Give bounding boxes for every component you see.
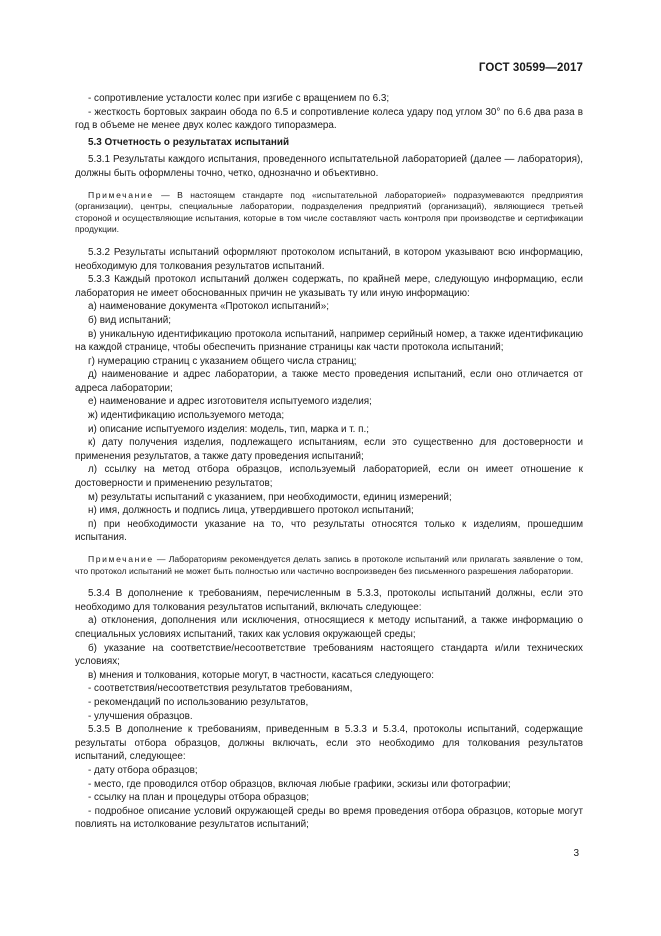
list-item: - подробное описание условий окружающей среды во время проведения отбора образцов, которые могут повлиять на истолкование результатов испытаний; <box>75 805 583 831</box>
paragraph-5-3-1: 5.3.1 Результаты каждого испытания, проведенного испытательной лабораторией (далее — лаборатория), должны быть оформлены точно, четко, однозначно и объективно. <box>75 154 583 179</box>
paragraph-5-3-5: 5.3.5 В дополнение к требованиям, приведенным в 5.3.3 и 5.3.4, протоколы испытаний, содержащие результаты отбора образцов, должны включать, если это необходимо для толкования результатов испытаний, следующее: <box>75 724 583 763</box>
list-item: - улучшения образцов. <box>88 710 193 722</box>
list-item: н) имя, должность и подпись лица, утвердившего протокол испытаний; <box>88 505 414 517</box>
list-item: м) результаты испытаний с указанием, при необходимости, единиц измерений; <box>88 491 452 503</box>
note-text: — В настоящем стандарте под «испытательной лабораторией» подразумеваются предприятия (организации), центры, специальные лаборатории, подразделения предприятий (организаций), являющиеся третьей стороной и осуществляющие испытания, которые в том числе составляют часть контроля при производстве и сертификации продукции. <box>75 189 583 235</box>
list-item: к) дату получения изделия, подлежащего испытаниям, если это существенно для достоверности и применения результатов, а также дату проведения испытаний; <box>75 437 583 462</box>
list-item: в) уникальную идентификацию протокола испытаний, например серийный номер, а также идентификацию на каждой странице, чтобы обеспечить признание страницы как части протокола испытаний; <box>75 328 583 354</box>
list-item: п) при необходимости указание на то, что результаты относятся только к изделиям, прошедшим испытания. <box>75 518 583 544</box>
list-item: - дату отбора образцов; <box>88 764 198 776</box>
list-item: л) ссылку на метод отбора образцов, используемый лабораторией, если он имеет отношение к достоверности и применению результатов; <box>75 464 583 490</box>
note-label: Примечание <box>88 189 154 200</box>
paragraph: - сопротивление усталости колес при изгибе с вращением по 6.3; <box>88 93 390 104</box>
list-item: г) нумерацию страниц с указанием общего числа страниц; <box>88 355 357 367</box>
note <box>75 190 583 236</box>
list-item: б) вид испытаний; <box>88 314 171 326</box>
note-label: Примечание <box>88 554 154 564</box>
list-item: - соответствия/несоответствия результатов требованиям, <box>88 683 353 695</box>
list-item: в) мнения и толкования, которые могут, в частности, касаться следующего: <box>88 669 434 681</box>
list-item: а) отклонения, дополнения или исключения, относящиеся к методу испытаний, а также информацию о специальных условиях испытаний, таких как условия окружающей среды; <box>75 615 583 640</box>
document-code: ГОСТ 30599—2017 <box>478 62 583 74</box>
paragraph-5-3-3: 5.3.3 Каждый протокол испытаний должен содержать, по крайней мере, следующую информацию, если лаборатория не имеет обоснованных причин не указывать ту или иную информацию: <box>75 274 583 299</box>
list-item: е) наименование и адрес изготовителя испытуемого изделия; <box>88 396 372 408</box>
list-item: ж) идентификацию используемого метода; <box>88 410 285 422</box>
document-body <box>75 92 583 832</box>
paragraph: - жесткость бортовых закраин обода по 6.5 и сопротивление колеса удару под углом 30° по 6.6 два раза в год в объеме не менее двух колес каждого типоразмера. <box>75 106 583 132</box>
page-number: 3 <box>573 848 579 859</box>
list-item: а) наименование документа «Протокол испытаний»; <box>88 301 329 313</box>
list-item: и) описание испытуемого изделия: модель, тип, марка и т. п.; <box>88 423 369 435</box>
list-item: д) наименование и адрес лаборатории, а также место проведения испытаний, если оно отличается от адреса лаборатории; <box>75 369 583 394</box>
list-item: - ссылку на план и процедуры отбора образцов; <box>88 792 309 804</box>
note-text: — Лабораториям рекомендуется делать запись в протоколе испытаний или прилагать заявление о том, что протокол испытаний не может быть полностью или частично воспроизведен без письменного разрешения лаборатории. <box>75 554 583 576</box>
list-item: - рекомендаций по использованию результатов, <box>88 696 309 708</box>
note <box>75 554 583 577</box>
paragraph-5-3-4: 5.3.4 В дополнение к требованиям, перечисленным в 5.3.3, протоколы испытаний должны, если это необходимо для толкования результатов испытаний, включать следующее: <box>75 588 583 613</box>
list-item: б) указание на соответствие/несоответствие требованиям настоящего стандарта и/или технических условиях; <box>75 642 583 668</box>
list-item: - место, где проводился отбор образцов, включая любые графики, эскизы или фотографии; <box>88 778 511 790</box>
section-heading: 5.3 Отчетность о результатах испытаний <box>88 136 290 148</box>
paragraph-5-3-2: 5.3.2 Результаты испытаний оформляют протоколом испытаний, в котором указывают всю информацию, необходимую для толкования результатов испытаний. <box>75 246 583 272</box>
